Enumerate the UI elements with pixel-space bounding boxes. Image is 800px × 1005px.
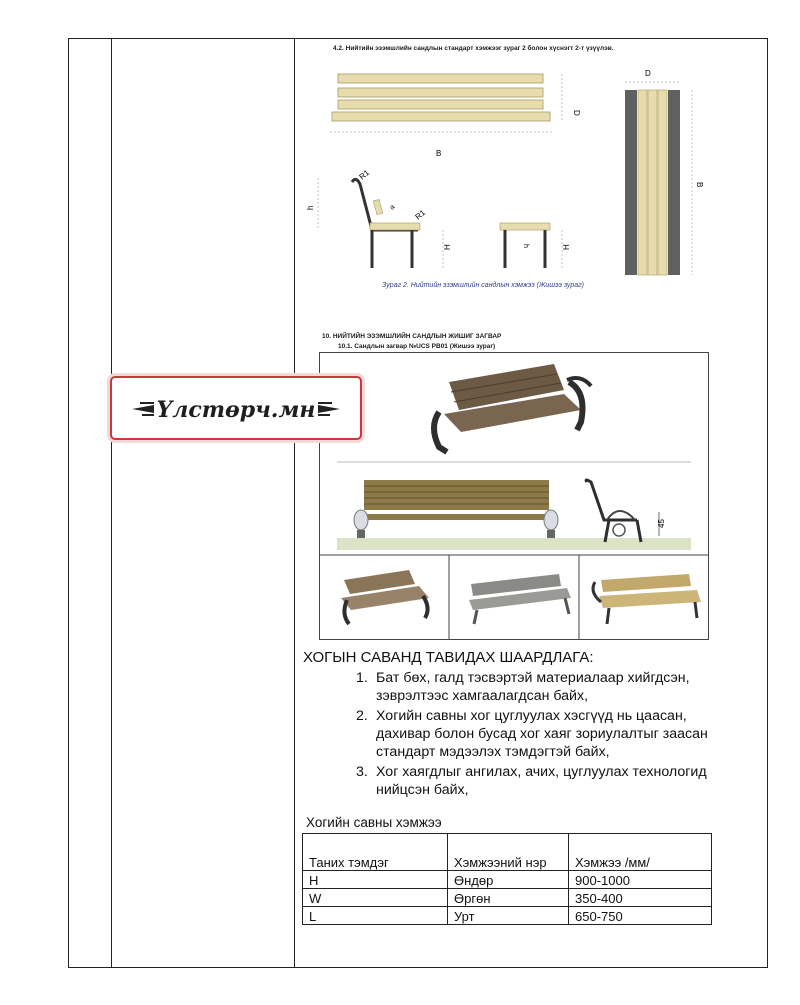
table-cell: 650-750 [569,907,712,925]
table-header-cell: Таних тэмдэг [303,834,448,871]
requirement-number: 2. [356,708,368,724]
bench-model-figure [319,352,709,640]
dim-label-r1-seat: R1 [413,208,428,222]
section-10-1-heading: 10.1. Сандлын загвар №UCS PB01 (Жишээ зураг) [338,343,496,350]
table-row [303,889,712,907]
dim-label-a: a [388,203,397,212]
dim-label-b-top: B [695,182,704,188]
requirement-text: Хогийн савны хог цуглуулах хэсгүүд нь цаасан, дахивар болон бусад хог хаяг зориулалтыг заасан стандарт мэдээлэх тэмдэгтэй байх, [376,708,708,760]
figure-2-caption: Зураг 2. Нийтийн эзэмшлийн сандлын хэмжээ (Жишээ зураг) [382,282,584,289]
table-cell: H [303,871,448,889]
table-row [303,907,712,925]
watermark-logo [110,376,362,440]
waste-bin-dimensions-table [302,833,712,925]
table-header-row [303,834,712,871]
section-4-2-heading: 4.2. Нийтийн эзэмшлийн сандлын стандарт хэмжээг зураг 2 болон хүснэгт 2-т үзүүлэв. [333,45,614,52]
dim-label-r1-back: R1 [357,168,372,182]
top-view-bench [625,82,692,275]
table-caption: Хогийн савны хэмжээ [306,815,442,830]
table-cell: L [303,907,448,925]
dim-label-b-front: B [436,149,442,158]
requirement-item [342,763,742,799]
requirement-item [342,707,742,761]
requirement-text: Хог хаягдлыг ангилах, ачих, цуглуулах технологид нийцсэн байх, [376,764,707,798]
side-view-bench [318,178,443,268]
table-cell: Урт [448,907,569,925]
watermark-text: Үлстөрч.мн [156,397,316,423]
requirement-item [342,669,742,705]
bench-dimension-drawing [300,60,720,285]
table-row [303,871,712,889]
dim-label-d-top: D [645,69,651,78]
table-cell: Өндөр [448,871,569,889]
dim-label-h-seat-2: H [562,244,571,250]
waste-bin-requirements-title: ХОГЫН САВАНД ТАВИДАХ ШААРДЛАГА: [303,649,594,666]
requirement-number: 1. [356,670,368,686]
section-10-heading: 10. НИЙТИЙН ЭЗЭМШЛИЙН САНДЛЫН ЖИШИГ ЗАГВАР [322,333,502,340]
requirement-text: Бат бөх, галд тэсвэртэй материалаар хийгдсэн, зэврэлтээс хамгаалагдсан байх, [376,670,690,704]
requirements-list [342,669,742,801]
dim-label-d-front: D [572,110,581,116]
side-view-seat [500,223,562,268]
table-cell: 350-400 [569,889,712,907]
requirement-number: 3. [356,764,368,780]
dim-label-h-small: h [522,244,529,248]
table-header-cell: Хэмжээ /мм/ [569,834,712,871]
content-column-line [294,39,295,967]
front-view-bench [330,74,562,132]
table-cell: 900-1000 [569,871,712,889]
dim-label-h-seat: H [443,244,452,250]
margin-column-line [111,39,112,967]
height-dim-label: 45 [657,519,666,528]
watermark-logo-graphic [112,378,360,438]
table-cell: Өргөн [448,889,569,907]
table-cell: W [303,889,448,907]
dim-label-h-back: h [306,205,315,210]
table-header-cell: Хэмжээний нэр [448,834,569,871]
